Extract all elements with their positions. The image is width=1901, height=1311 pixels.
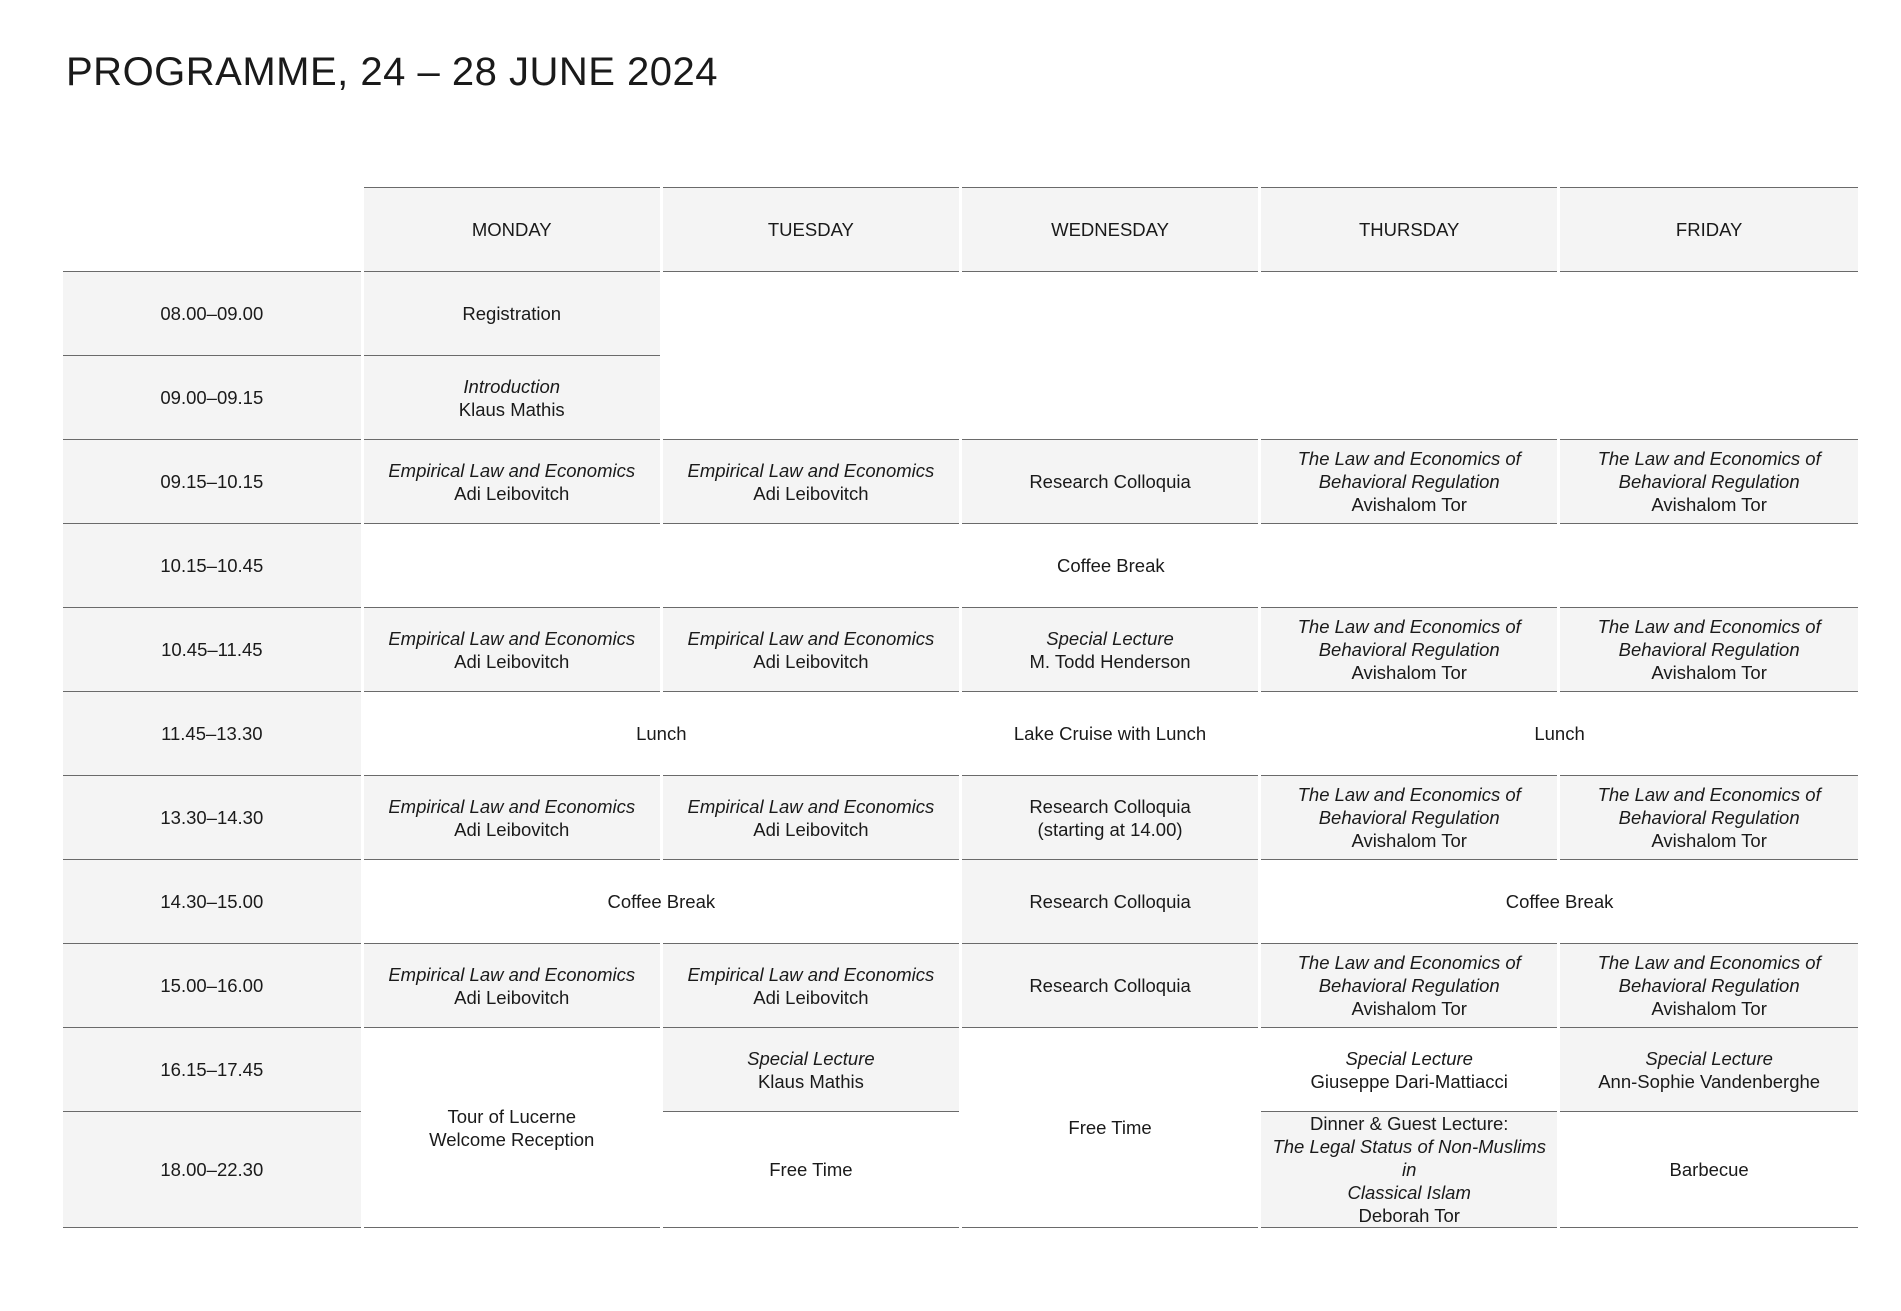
session-speaker: Avishalom Tor bbox=[1351, 494, 1467, 515]
session-cell bbox=[362, 356, 661, 440]
table-row bbox=[63, 272, 1858, 356]
table-row bbox=[63, 440, 1858, 524]
session-title: The Law and Economics of bbox=[1297, 616, 1521, 637]
session-title: Behavioral Regulation bbox=[1318, 807, 1500, 828]
header-row bbox=[63, 188, 1858, 272]
session-subtitle: Classical Islam bbox=[1347, 1182, 1471, 1203]
session-cell bbox=[1260, 608, 1559, 692]
time-cell: 09.00–09.15 bbox=[63, 356, 362, 440]
time-cell: 10.15–10.45 bbox=[63, 524, 362, 608]
session-title: Research Colloquia bbox=[1029, 795, 1191, 817]
empty-cell bbox=[661, 272, 1858, 440]
session-speaker: Avishalom Tor bbox=[1651, 998, 1767, 1019]
session-cell: Registration bbox=[362, 272, 661, 356]
time-cell: 18.00–22.30 bbox=[63, 1112, 362, 1228]
session-cell bbox=[960, 776, 1259, 860]
time-cell: 10.45–11.45 bbox=[63, 608, 362, 692]
table-row bbox=[63, 524, 1858, 608]
session-title: Empirical Law and Economics bbox=[687, 795, 935, 817]
break-cell: Coffee Break bbox=[362, 860, 960, 944]
break-cell: Lake Cruise with Lunch bbox=[960, 692, 1259, 776]
day-header-wednesday: WEDNESDAY bbox=[960, 188, 1259, 272]
session-title: Dinner & Guest Lecture: bbox=[1309, 1113, 1509, 1134]
session-cell bbox=[1260, 1028, 1559, 1112]
page-title: PROGRAMME, 24 – 28 JUNE 2024 bbox=[66, 50, 719, 94]
time-cell: 09.15–10.15 bbox=[63, 440, 362, 524]
evening-cell: Barbecue bbox=[1559, 1112, 1858, 1228]
session-title: Empirical Law and Economics bbox=[388, 459, 636, 481]
session-speaker: Adi Leibovitch bbox=[454, 482, 570, 504]
session-title: The Law and Economics of bbox=[1297, 448, 1521, 469]
table-row bbox=[63, 860, 1858, 944]
session-title: Empirical Law and Economics bbox=[687, 963, 935, 985]
session-title: Empirical Law and Economics bbox=[388, 627, 636, 649]
session-title: Special Lecture bbox=[747, 1047, 875, 1069]
day-header-tuesday: TUESDAY bbox=[661, 188, 960, 272]
session-speaker: Avishalom Tor bbox=[1651, 830, 1767, 851]
session-speaker: Adi Leibovitch bbox=[454, 818, 570, 840]
session-cell: Research Colloquia bbox=[960, 944, 1259, 1028]
session-cell bbox=[1559, 944, 1858, 1028]
session-title: Welcome Reception bbox=[429, 1128, 595, 1150]
session-speaker: Giuseppe Dari-Mattiacci bbox=[1310, 1070, 1508, 1092]
time-cell: 15.00–16.00 bbox=[63, 944, 362, 1028]
session-speaker: Avishalom Tor bbox=[1651, 662, 1767, 683]
table-row bbox=[63, 608, 1858, 692]
evening-cell bbox=[362, 1028, 661, 1228]
break-cell: Coffee Break bbox=[362, 524, 1858, 608]
session-title: Behavioral Regulation bbox=[1318, 471, 1500, 492]
session-speaker: Avishalom Tor bbox=[1651, 494, 1767, 515]
table-row bbox=[63, 1028, 1858, 1112]
session-cell bbox=[1559, 1028, 1858, 1112]
day-header-thursday: THURSDAY bbox=[1260, 188, 1559, 272]
session-title: The Law and Economics of bbox=[1297, 784, 1521, 805]
session-cell bbox=[362, 440, 661, 524]
session-speaker: Adi Leibovitch bbox=[454, 986, 570, 1008]
session-cell bbox=[362, 776, 661, 860]
session-title: The Law and Economics of bbox=[1597, 448, 1821, 469]
session-cell bbox=[1260, 944, 1559, 1028]
break-cell: Coffee Break bbox=[1260, 860, 1858, 944]
session-title: Special Lecture bbox=[1345, 1047, 1473, 1069]
session-cell bbox=[661, 944, 960, 1028]
session-speaker: M. Todd Henderson bbox=[1029, 650, 1191, 672]
session-cell bbox=[661, 776, 960, 860]
session-title: Special Lecture bbox=[1046, 627, 1174, 649]
time-cell: 14.30–15.00 bbox=[63, 860, 362, 944]
session-speaker: Adi Leibovitch bbox=[753, 986, 869, 1008]
session-title: Introduction bbox=[463, 375, 561, 397]
session-title: The Law and Economics of bbox=[1597, 616, 1821, 637]
break-cell: Lunch bbox=[1260, 692, 1858, 776]
day-header-monday: MONDAY bbox=[362, 188, 661, 272]
time-cell: 08.00–09.00 bbox=[63, 272, 362, 356]
session-speaker: Avishalom Tor bbox=[1351, 998, 1467, 1019]
session-cell bbox=[661, 440, 960, 524]
session-title: Behavioral Regulation bbox=[1618, 639, 1800, 660]
session-speaker: Adi Leibovitch bbox=[753, 818, 869, 840]
session-title: The Law and Economics of bbox=[1597, 952, 1821, 973]
session-title: Empirical Law and Economics bbox=[687, 627, 935, 649]
session-title: Empirical Law and Economics bbox=[687, 459, 935, 481]
table-row bbox=[63, 776, 1858, 860]
session-note: (starting at 14.00) bbox=[1037, 818, 1183, 840]
session-cell bbox=[960, 608, 1259, 692]
programme-table bbox=[63, 187, 1858, 1228]
session-speaker: Klaus Mathis bbox=[757, 1070, 864, 1092]
day-header-friday: FRIDAY bbox=[1559, 188, 1858, 272]
session-cell bbox=[362, 944, 661, 1028]
session-cell bbox=[1559, 776, 1858, 860]
session-speaker: Klaus Mathis bbox=[458, 398, 565, 420]
session-title: Behavioral Regulation bbox=[1618, 807, 1800, 828]
session-title: Behavioral Regulation bbox=[1318, 639, 1500, 660]
session-cell bbox=[1559, 608, 1858, 692]
session-speaker: Avishalom Tor bbox=[1351, 830, 1467, 851]
session-cell bbox=[661, 1028, 960, 1112]
session-cell bbox=[1260, 440, 1559, 524]
session-title: Behavioral Regulation bbox=[1618, 471, 1800, 492]
session-speaker: Adi Leibovitch bbox=[753, 650, 869, 672]
table-row bbox=[63, 692, 1858, 776]
session-title: Tour of Lucerne bbox=[447, 1105, 577, 1127]
session-speaker: Adi Leibovitch bbox=[454, 650, 570, 672]
session-speaker: Ann-Sophie Vandenberghe bbox=[1598, 1070, 1821, 1092]
session-speaker: Adi Leibovitch bbox=[753, 482, 869, 504]
break-cell: Lunch bbox=[362, 692, 960, 776]
session-cell: Research Colloquia bbox=[960, 440, 1259, 524]
free-time-cell: Free Time bbox=[661, 1112, 960, 1228]
session-title: The Law and Economics of bbox=[1297, 952, 1521, 973]
session-cell bbox=[362, 608, 661, 692]
session-title: Special Lecture bbox=[1645, 1047, 1773, 1069]
session-cell bbox=[1260, 1112, 1559, 1228]
time-cell: 11.45–13.30 bbox=[63, 692, 362, 776]
session-cell bbox=[1559, 440, 1858, 524]
session-title: The Law and Economics of bbox=[1597, 784, 1821, 805]
session-cell: Research Colloquia bbox=[960, 860, 1259, 944]
session-speaker: Avishalom Tor bbox=[1351, 662, 1467, 683]
session-title: Empirical Law and Economics bbox=[388, 795, 636, 817]
session-cell bbox=[661, 608, 960, 692]
corner-cell bbox=[63, 188, 362, 272]
session-speaker: Deborah Tor bbox=[1358, 1205, 1460, 1226]
free-time-cell: Free Time bbox=[960, 1028, 1259, 1228]
session-title: Behavioral Regulation bbox=[1618, 975, 1800, 996]
time-cell: 13.30–14.30 bbox=[63, 776, 362, 860]
time-cell: 16.15–17.45 bbox=[63, 1028, 362, 1112]
session-title: Empirical Law and Economics bbox=[388, 963, 636, 985]
session-title: Behavioral Regulation bbox=[1318, 975, 1500, 996]
table-row bbox=[63, 944, 1858, 1028]
session-subtitle: The Legal Status of Non-Muslims in bbox=[1272, 1136, 1546, 1180]
session-cell bbox=[1260, 776, 1559, 860]
